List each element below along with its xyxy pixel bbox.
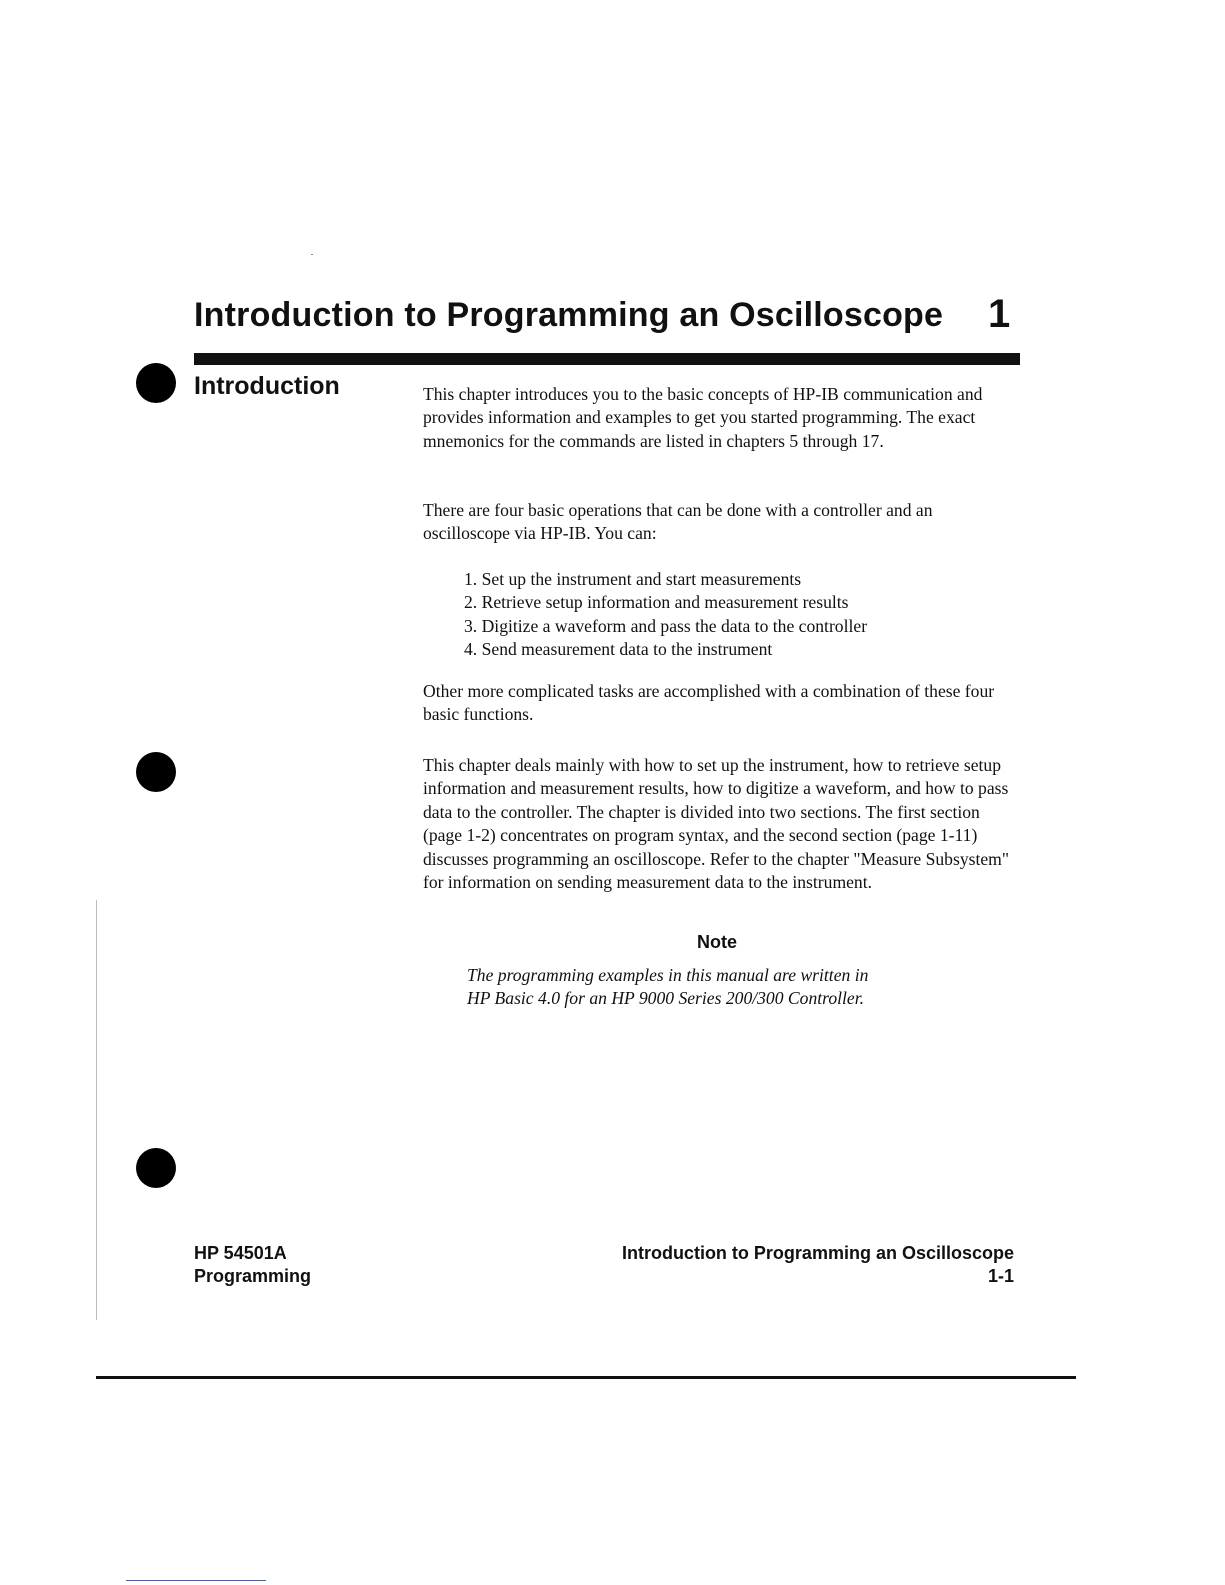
product-name: HP 54501A: [194, 1243, 287, 1263]
list-item: 2. Retrieve setup information and measurement results: [464, 592, 849, 613]
page-number: 1-1: [987, 1266, 1014, 1286]
footer-chapter: [560, 1242, 1014, 1288]
chapter-overview-paragraph: [423, 754, 1013, 894]
chapter-title: Introduction to Programming an Oscilloscope: [194, 296, 944, 334]
paragraph-text: This chapter introduces you to the basic concepts of HP-IB communication and provides information and examples to get you started programming. The exact mnemonics for the commands are listed in chapters 5 through 17.: [423, 384, 983, 451]
note-line: HP Basic 4.0 for an HP 9000 Series 200/300 Controller.: [467, 988, 865, 1009]
punch-hole-icon: [136, 1148, 176, 1188]
list-item: 1. Set up the instrument and start measurements: [464, 569, 802, 589]
note-label: Note: [697, 932, 737, 952]
operations-list: [464, 568, 867, 662]
section-heading: Introduction: [194, 372, 340, 400]
chapter-number: 1: [988, 292, 1011, 336]
punch-hole-icon: [136, 363, 176, 403]
list-item: 3. Digitize a waveform and pass the data to the controller: [464, 615, 868, 636]
manual-name: Programming: [194, 1266, 312, 1286]
footer-product: [194, 1242, 311, 1288]
note-line: The programming examples in this manual are written in: [467, 965, 869, 985]
footer-chapter-title: Introduction to Programming an Oscilloscope: [621, 1243, 1014, 1263]
note-text: [467, 964, 987, 1011]
edge-artifact: [126, 1580, 266, 1581]
punch-hole-icon: [136, 752, 176, 792]
paragraph-text: There are four basic operations that can be done with a controller and an oscilloscope via HP-IB. You can:: [423, 500, 933, 544]
scan-speck: [311, 254, 313, 255]
intro-paragraph: [423, 383, 1013, 453]
paragraph-text: Other more complicated tasks are accomplished with a combination of these four basic functions.: [423, 681, 995, 725]
bottom-rule: [96, 1376, 1076, 1379]
margin-line: [96, 900, 97, 1320]
list-item: 4. Send measurement data to the instrument: [464, 639, 773, 660]
chapter-title-rule: [194, 353, 1020, 365]
paragraph-text: This chapter deals mainly with how to set up the instrument, how to retrieve setup information and measurement results, how to digitize a waveform, and how to pass data to the controller. The chapter is divided into two sections. The first section (page 1-2) concentrates on program syntax, and the second section (page 1-11) discusses programming an oscilloscope. Refer to the chapter "Measure Subsystem" for information on sending measurement data to the instrument.: [423, 755, 1010, 893]
operations-paragraph: [423, 499, 1013, 546]
tasks-paragraph: [423, 680, 1013, 727]
